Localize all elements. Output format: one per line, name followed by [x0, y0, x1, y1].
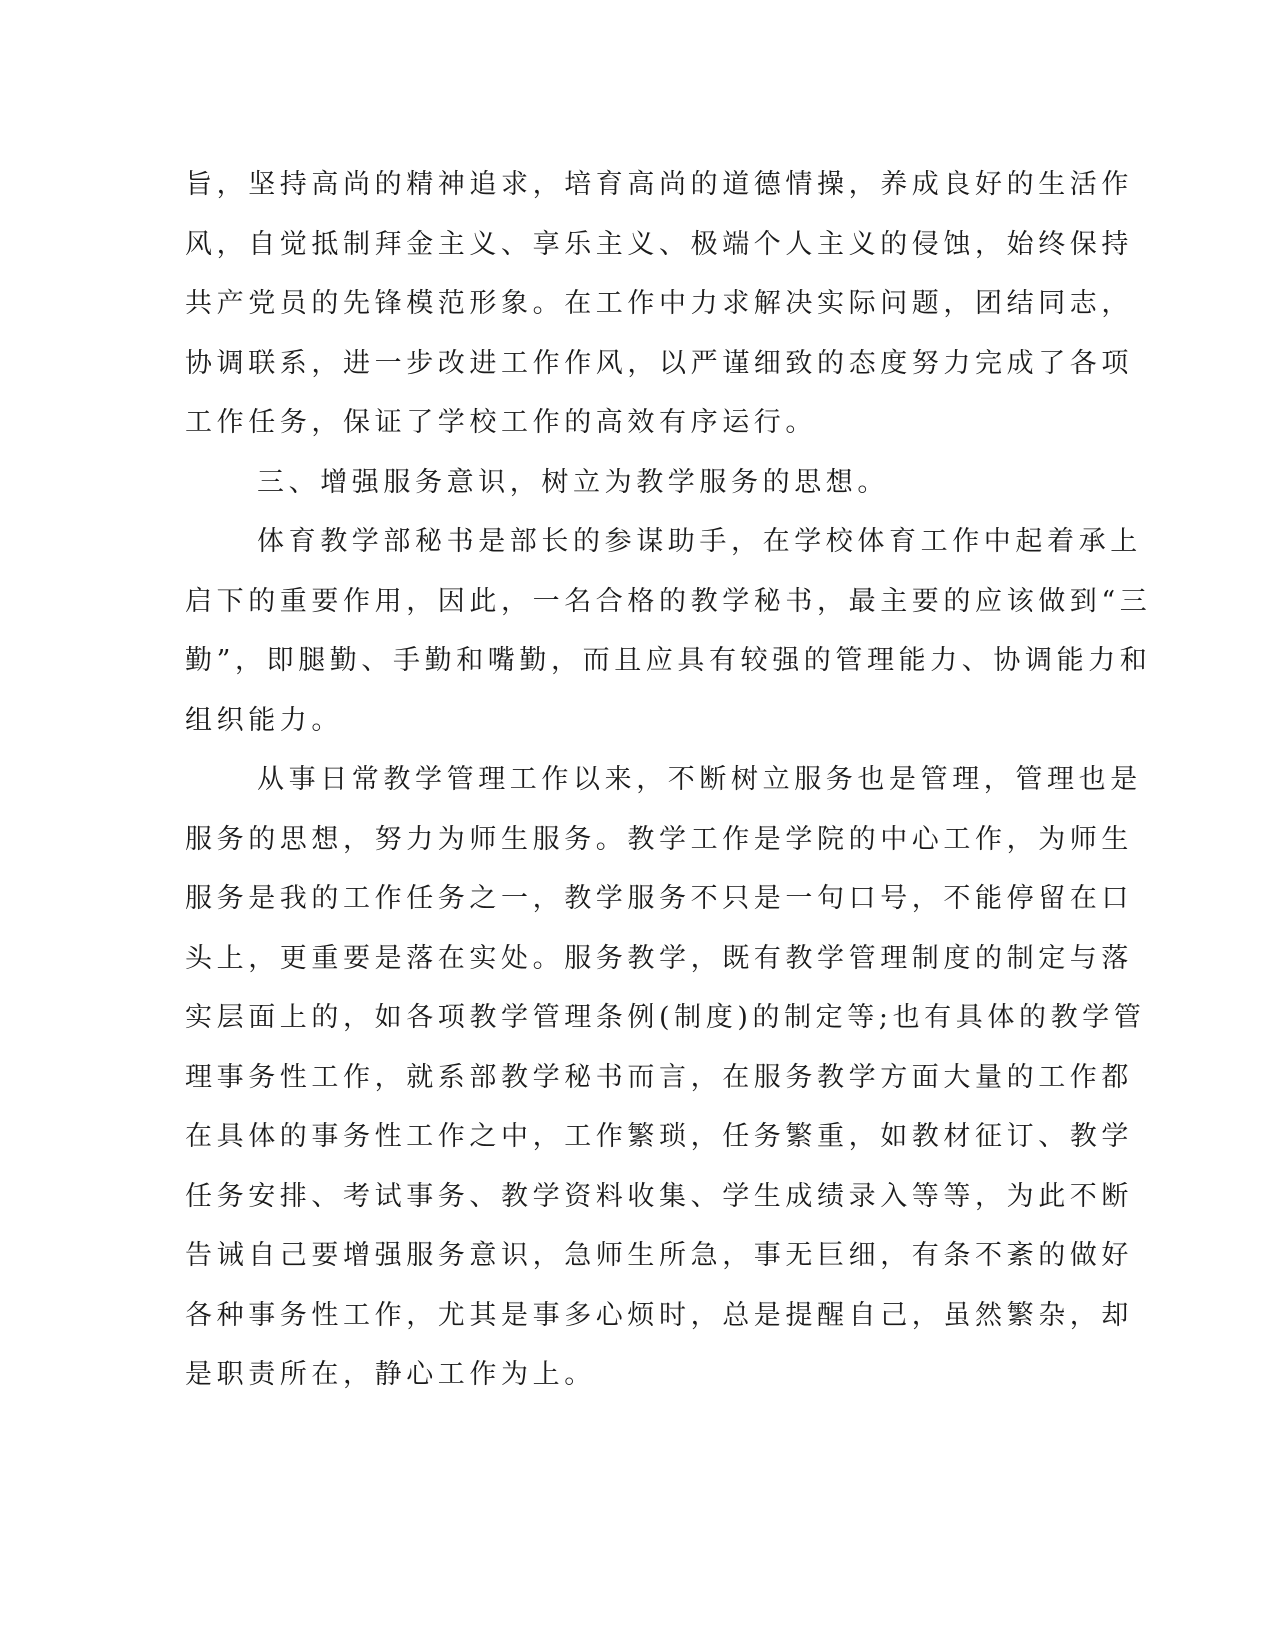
paragraph-line: 任务安排、考试事务、教学资料收集、学生成绩录入等等，为此不断 [185, 1180, 1133, 1212]
paragraph-line: 头上，更重要是落在实处。服务教学，既有教学管理制度的制定与落 [185, 942, 1133, 974]
section-heading: 三、增强服务意识，树立为教学服务的思想。 [257, 466, 889, 498]
paragraph-line: 服务的思想，努力为师生服务。教学工作是学院的中心工作，为师生 [185, 823, 1133, 855]
paragraph-line: 共产党员的先锋模范形象。在工作中力求解决实际问题，团结同志， [185, 288, 1133, 319]
paragraph-line: 组织能力。 [185, 704, 343, 736]
paragraph-line: 服务是我的工作任务之一，教学服务不只是一句口号，不能停留在口 [185, 883, 1133, 914]
paragraph-line: 勤”，即腿勤、手勤和嘴勤，而且应具有较强的管理能力、协调能力和 [185, 645, 1152, 676]
paragraph-line: 启下的重要作用，因此，一名合格的教学秘书，最主要的应该做到“三 [185, 585, 1152, 617]
paragraph-line: 告诫自己要增强服务意识，急师生所急，事无巨细，有条不紊的做好 [185, 1240, 1133, 1271]
paragraph-line: 在具体的事务性工作之中，工作繁琐，任务繁重，如教材征订、教学 [185, 1121, 1133, 1152]
paragraph-line: 从事日常教学管理工作以来，不断树立服务也是管理，管理也是 [257, 764, 1142, 795]
paragraph-line: 理事务性工作，就系部教学秘书而言，在服务教学方面大量的工作都 [185, 1061, 1133, 1093]
document-body [185, 155, 1152, 1405]
paragraph-line: 是职责所在，静心工作为上。 [185, 1359, 596, 1390]
paragraph-line: 旨，坚持高尚的精神追求，培育高尚的道德情操，养成良好的生活作 [185, 169, 1133, 200]
paragraph-line: 各种事务性工作，尤其是事多心烦时，总是提醒自己，虽然繁杂，却 [185, 1299, 1133, 1331]
paragraph-line: 体育教学部秘书是部长的参谋助手，在学校体育工作中起着承上 [257, 526, 1142, 557]
paragraph-line: 工作任务，保证了学校工作的高效有序运行。 [185, 407, 817, 438]
paragraph-line: 协调联系，进一步改进工作作风，以严谨细致的态度努力完成了各项 [185, 347, 1133, 379]
paragraph-line: 实层面上的，如各项教学管理条例(制度)的制定等;也有具体的教学管 [185, 1002, 1146, 1033]
paragraph-line: 风，自觉抵制拜金主义、享乐主义、极端个人主义的侵蚀，始终保持 [185, 228, 1133, 260]
